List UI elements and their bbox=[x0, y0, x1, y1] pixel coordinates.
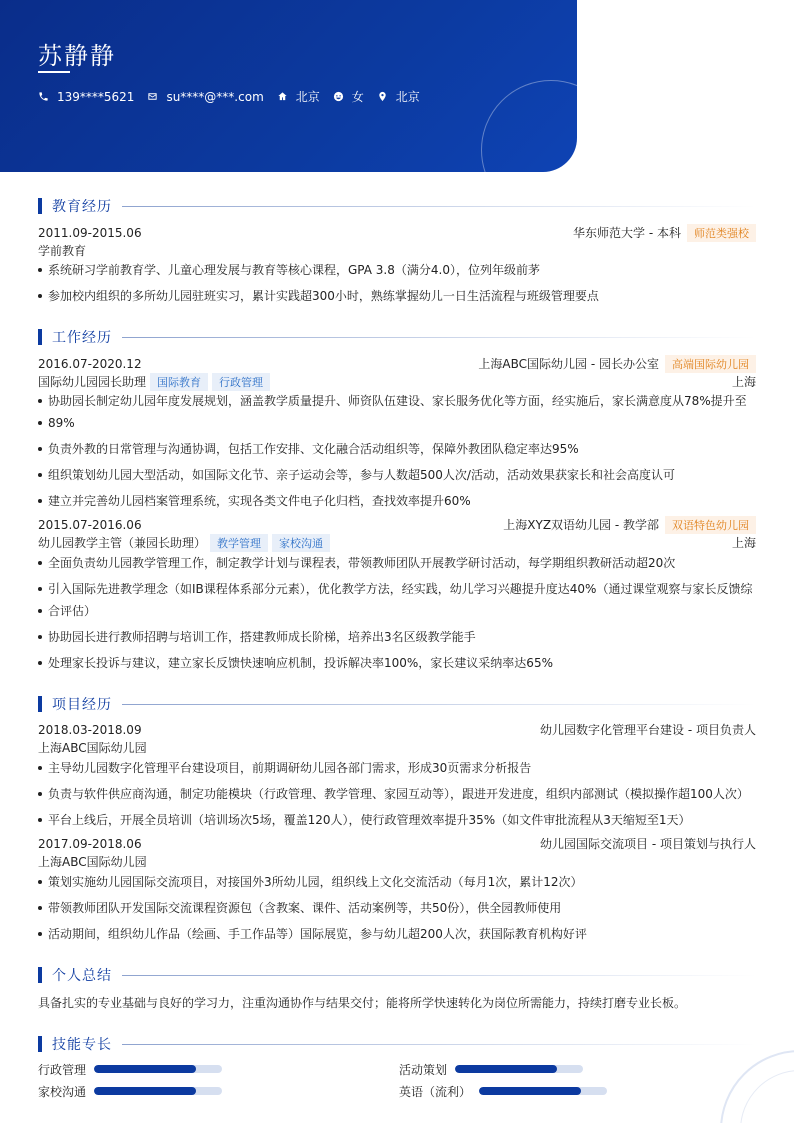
work-bullet: 建立并完善幼儿园档案管理系统，实现各类文件电子化归档，查找效率提升60% bbox=[38, 491, 758, 511]
project-bullet: 策划实施幼儿园国际交流项目，对接国外3所幼儿园，组织线上文化交流活动（每月1次，累计12次） bbox=[38, 872, 758, 892]
project-bullet: 活动期间，组织幼儿作品（绘画、手工作品等）国际展览，参与幼儿超200人次，获国际教育机构好评 bbox=[38, 924, 758, 944]
skill-bar-fill bbox=[455, 1065, 557, 1073]
education-bullet: 参加校内组织的多所幼儿园驻班实习，累计实践超300小时，熟练掌握幼儿一日生活流程与班级管理要点 bbox=[38, 286, 758, 306]
section-marker bbox=[38, 967, 42, 983]
section-marker bbox=[38, 198, 42, 214]
work-bullet: 负责外教的日常管理与沟通协调，包括工作安排、文化融合活动组织等，保障外教团队稳定率达95% bbox=[38, 439, 758, 459]
skill-bar-fill bbox=[94, 1087, 196, 1095]
work-role: 幼儿园教学主管（兼园长助理） bbox=[38, 536, 207, 550]
education-school: 华东师范大学 - 本科 bbox=[573, 226, 681, 240]
work-city: 上海 bbox=[731, 375, 756, 389]
work-bullet: 全面负责幼儿园教学管理工作，制定教学计划与课程表，带领教师团队开展教学研讨活动，每学期组织教研活动超20次 bbox=[38, 553, 758, 573]
skill-name: 家校沟通 bbox=[38, 1084, 87, 1099]
project-bullet: 负责与软件供应商沟通，制定功能模块（行政管理、教学管理、家园互动等），跟进开发进度，组织内部测试（模拟操作超100人次） bbox=[38, 784, 758, 804]
project-org-row bbox=[38, 853, 756, 870]
section-marker bbox=[38, 696, 42, 712]
work-bullet: 协助园长制定幼儿园年度发展规划，涵盖教学质量提升、师资队伍建设、家长服务优化等方面，经实施后，家长满意度从78%提升至 bbox=[38, 391, 758, 411]
project-org-row bbox=[38, 739, 756, 756]
section-title-summary: 个人总结 bbox=[52, 968, 112, 984]
project-date: 2017.09-2018.06 bbox=[38, 836, 142, 851]
skill-name: 英语（流利） bbox=[399, 1084, 472, 1099]
education-bullet: 系统研习学前教育学、儿童心理发展与教育等核心课程，GPA 3.8（满分4.0），位列年级前茅 bbox=[38, 260, 758, 280]
section-title-education: 教育经历 bbox=[52, 199, 112, 215]
section-divider bbox=[122, 1044, 756, 1045]
work-role-row bbox=[38, 534, 756, 551]
section-divider bbox=[122, 975, 756, 976]
name-underline bbox=[38, 71, 70, 73]
project-bullet: 带领教师团队开发国际交流课程资源包（含教案、课件、活动案例等，共50份），供全园教师使用 bbox=[38, 898, 758, 918]
work-bullet-continuation-text: 89% bbox=[48, 416, 75, 430]
skill-bar-track bbox=[479, 1087, 607, 1095]
phone-text: 139****5621 bbox=[57, 89, 135, 104]
project-entry-header bbox=[38, 721, 756, 738]
work-org-tag: 双语特色幼儿园 bbox=[665, 516, 756, 534]
contact-email bbox=[147, 90, 263, 104]
section-work-header bbox=[38, 327, 756, 347]
education-major: 学前教育 bbox=[38, 244, 87, 258]
email-text: su****@***.com bbox=[166, 89, 264, 104]
project-org: 上海ABC国际幼儿园 bbox=[38, 855, 147, 869]
work-bullet: 引入国际先进教学理念（如IB课程体系部分元素），优化教学方法，经实践，幼儿学习兴趣提升度达40%（通过课堂观察与家长反馈综 bbox=[38, 579, 758, 599]
decorative-ring bbox=[481, 80, 577, 172]
work-org-group bbox=[503, 516, 756, 534]
project-bullet: 平台上线后，开展全员培训（培训场次5场，覆盖120人），使行政管理效率提升35%（如文件审批流程从3天缩短至1天） bbox=[38, 810, 758, 830]
education-tag: 师范类强校 bbox=[687, 224, 756, 242]
skill-name: 行政管理 bbox=[38, 1062, 87, 1077]
work-role-tag: 教学管理 bbox=[210, 534, 268, 552]
section-skills-header bbox=[38, 1034, 756, 1054]
work-bullet-continuation-text: 合评估） bbox=[48, 604, 97, 618]
skill-bar-fill bbox=[94, 1065, 196, 1073]
project-date: 2018.03-2018.09 bbox=[38, 722, 142, 737]
work-role: 国际幼儿园园长助理 bbox=[38, 375, 147, 389]
work-bullet: 协助园长进行教师招聘与培训工作，搭建教师成长阶梯，培养出3名区级教学能手 bbox=[38, 627, 758, 647]
skill-bar-fill bbox=[479, 1087, 581, 1095]
mail-icon bbox=[147, 91, 158, 102]
work-city: 上海 bbox=[731, 536, 756, 550]
skill-bar-track bbox=[94, 1065, 222, 1073]
project-bullet: 主导幼儿园数字化管理平台建设项目，前期调研幼儿园各部门需求，形成30页需求分析报告 bbox=[38, 758, 758, 778]
skill-item bbox=[399, 1083, 607, 1099]
skill-name: 活动策划 bbox=[399, 1062, 448, 1077]
contact-row bbox=[38, 88, 433, 105]
work-bullet: 处理家长投诉与建议，建立家长反馈快速响应机制，投诉解决率100%，家长建议采纳率达65% bbox=[38, 653, 758, 673]
work-bullet: 组织策划幼儿园大型活动，如国际文化节、亲子运动会等，参与人数超500人次/活动，活动效果获家长和社会高度认可 bbox=[38, 465, 758, 485]
education-school-group bbox=[573, 224, 756, 242]
skill-item bbox=[38, 1083, 222, 1099]
phone-icon bbox=[38, 91, 49, 102]
work-entry-header bbox=[38, 516, 756, 533]
location-text: 北京 bbox=[395, 90, 420, 104]
section-divider bbox=[122, 337, 756, 338]
work-org-tag: 高端国际幼儿园 bbox=[665, 355, 756, 373]
section-title-work: 工作经历 bbox=[52, 330, 112, 346]
work-role-row bbox=[38, 373, 756, 390]
work-org: 上海XYZ双语幼儿园 - 教学部 bbox=[503, 518, 659, 532]
face-icon bbox=[333, 91, 344, 102]
location-pin-icon bbox=[377, 91, 388, 102]
project-entry-header bbox=[38, 835, 756, 852]
candidate-name: 苏静静 bbox=[38, 42, 116, 70]
gender-text: 女 bbox=[351, 90, 364, 104]
section-education-header bbox=[38, 196, 756, 216]
work-date: 2016.07-2020.12 bbox=[38, 356, 142, 371]
work-role-tag: 家校沟通 bbox=[272, 534, 330, 552]
resume-header bbox=[0, 0, 577, 172]
work-bullet-continuation bbox=[38, 601, 758, 621]
work-bullet-continuation bbox=[38, 413, 758, 433]
summary-text: 具备扎实的专业基础与良好的学习力，注重沟通协作与结果交付；能将所学快速转化为岗位所需能力，持续打磨专业长板。 bbox=[38, 996, 687, 1010]
home-icon bbox=[277, 91, 288, 102]
section-divider bbox=[122, 206, 756, 207]
section-divider bbox=[122, 704, 756, 705]
section-marker bbox=[38, 1036, 42, 1052]
contact-gender bbox=[333, 88, 364, 105]
work-date: 2015.07-2016.06 bbox=[38, 517, 142, 532]
contact-hometown bbox=[277, 88, 320, 105]
skill-item bbox=[399, 1061, 583, 1077]
section-projects-header bbox=[38, 694, 756, 714]
work-role-group bbox=[38, 373, 270, 391]
contact-phone bbox=[38, 90, 134, 104]
work-entry-header bbox=[38, 355, 756, 372]
project-org: 上海ABC国际幼儿园 bbox=[38, 741, 147, 755]
skill-item bbox=[38, 1061, 222, 1077]
skill-bar-track bbox=[94, 1087, 222, 1095]
education-entry-header bbox=[38, 224, 756, 241]
skill-bar-track bbox=[455, 1065, 583, 1073]
work-org-group bbox=[478, 355, 756, 373]
section-marker bbox=[38, 329, 42, 345]
contact-location bbox=[377, 88, 420, 105]
education-major-row bbox=[38, 242, 756, 259]
section-title-skills: 技能专长 bbox=[52, 1037, 112, 1053]
section-title-projects: 项目经历 bbox=[52, 697, 112, 713]
work-role-group bbox=[38, 534, 330, 552]
section-summary-header bbox=[38, 965, 756, 985]
project-name-role: 幼儿园数字化管理平台建设 - 项目负责人 bbox=[540, 723, 756, 737]
education-date: 2011.09-2015.06 bbox=[38, 225, 142, 240]
work-org: 上海ABC国际幼儿园 - 园长办公室 bbox=[478, 357, 659, 371]
project-name-role: 幼儿园国际交流项目 - 项目策划与执行人 bbox=[540, 837, 756, 851]
work-role-tag: 行政管理 bbox=[212, 373, 270, 391]
hometown-text: 北京 bbox=[295, 90, 320, 104]
work-role-tag: 国际教育 bbox=[150, 373, 208, 391]
